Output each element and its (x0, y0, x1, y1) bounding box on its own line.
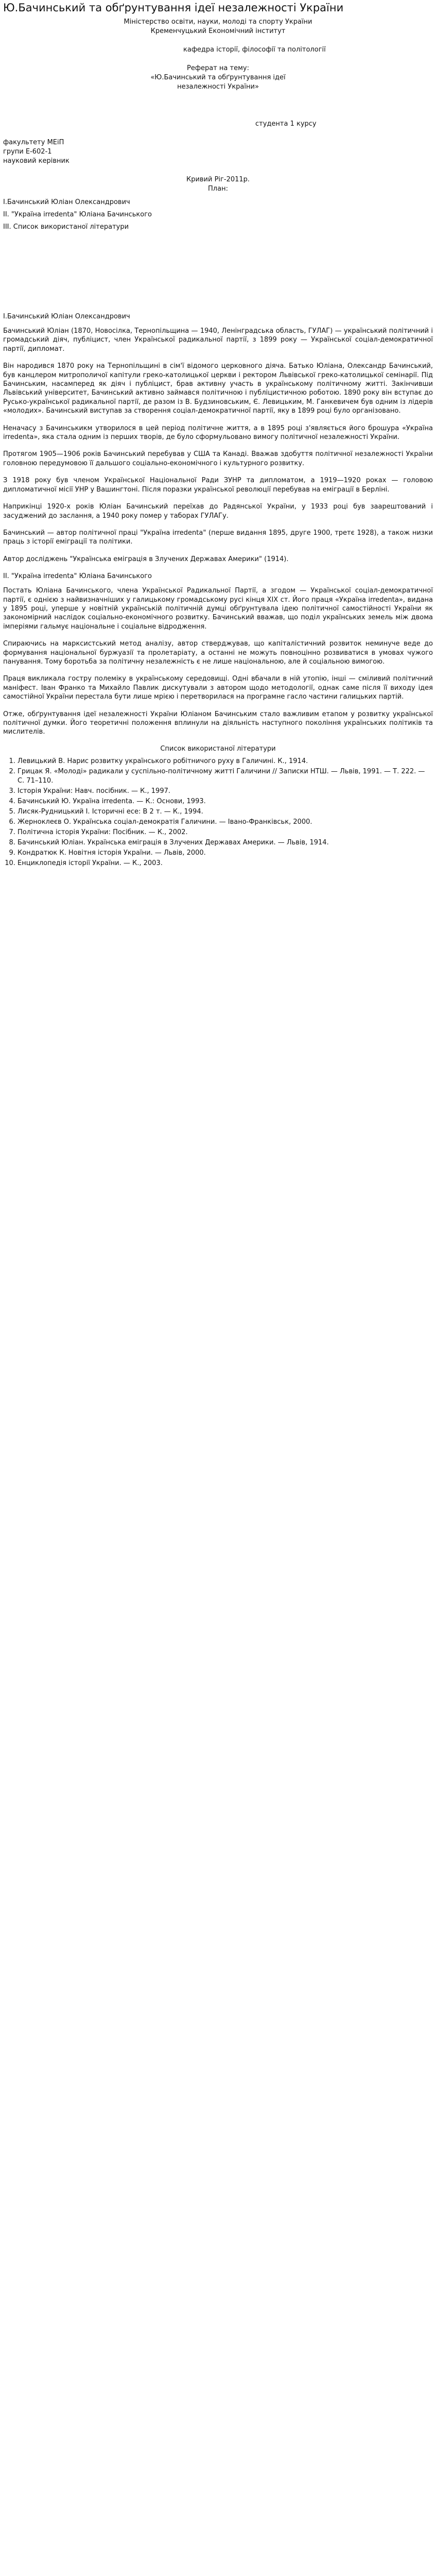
paragraph-4: Протягом 1905—1906 років Бачинський перебував у США та Канаді. Вважав здобуття політичної незалежності України головною передумовою її дальшого соціально-економічного і культурного розвитку. (3, 450, 433, 467)
bibliography-item: 10. Енциклопедія історії України. — К., 2003. (18, 859, 433, 868)
ministry-line: Міністерство освіти, науки, молоді та спорту України (124, 18, 312, 26)
plan-item-2: II. "Україна irredenta" Юліана Бачинського (3, 211, 152, 218)
bibliography-item: 4. Бачинський Ю. Україна irredenta. — К.: Основи, 1993. (18, 797, 433, 806)
bibliography-item: 3. Історія України: Навч. посібник. — К., 1997. (18, 787, 433, 796)
plan-item-3: III. Список використаної літератури (3, 223, 129, 231)
group-line: групи Е-602-1 (3, 148, 52, 156)
document-title: Ю.Бачинський та обґрунтування ідеї незалежності України (3, 2, 344, 14)
topic-line-2: незалежності України» (177, 83, 259, 91)
plan-item-1: I.Бачинський Юліан Олександрович (3, 198, 130, 206)
paragraph-1: Бачинський Юліан (1870, Новосілка, Тернопільщина — 1940, Ленінградська область, ГУЛАГ) — український політичний і громадський діяч, публіцист, член Української радикальної партії, з 1899 року — Української соціал-демократичної партії, дипломат. (3, 327, 433, 353)
bibliography-item: 7. Політична історія України: Посібник. — К., 2002. (18, 828, 433, 837)
paragraph-6: Наприкінці 1920-х років Юліан Бачинський переїхав до Радянської України, у 1933 році був заарештований і засуджений до заслання, а 1940 року помер у таборах ГУЛАГу. (3, 503, 433, 520)
bibliography-list (3, 757, 433, 868)
bibliography-item: 6. Жерноклеєв О. Українська соціал-демократія Галичини. — Івано-Франківськ, 2000. (18, 818, 433, 827)
section-1-title: I.Бачинський Юліан Олександрович (3, 313, 130, 320)
paragraph-10: Спираючись на марксистський метод аналізу, автор стверджував, що капіталістичний розвиток неминуче веде до формування національної буржуазії та пролетаріату, а останні не можуть повноцінно розвиватися в умовах чужого панування. Тому боротьба за політичну незалежність є не лише національною, але й соціальною вимогою. (3, 640, 433, 666)
paragraph-8: Автор досліджень "Українська еміграція в Злучених Державах Америки" (1914). (3, 555, 289, 563)
paragraph-3: Неначасу з Бачинськикм утворилося в цей період політичне життя, а в 1895 році з'являється його брошура «Україна irredenta», яка стала одним із перших творів, де було сформульовано вимогу політичної незалежності України. (3, 424, 433, 442)
paragraph-7: Бачинський — автор політичної праці "Україна irredenta" (перше видання 1895, друге 1900, третє 1928), а також низки праць з історії еміграції та політики. (3, 529, 433, 546)
topic-line-1: «Ю.Бачинський та обґрунтування ідеї (150, 74, 286, 81)
bibliography-title: Список використаної літератури (160, 744, 276, 753)
advisor-line: науковий керівник (3, 157, 69, 165)
paragraph-2: Він народився 1870 року на Тернопільщині в сім'ї відомого церковного діяча. Батько Юліана, Олександр Бачинський, був канцлером митрополичої капітули греко-католицької церкви і ректором Львівської греко-католицької семінарії. Під Бачинським, насамперед як діяч і публіцист, брав активну участь в українському політичному житті. Закінчивши Львівський університет, Бачинський активно займався політичною і публіцистичною роботою. 1890 року він вступає до Русько-української радикальної партії, де разом із В. Будзиновським, Є. Левицьким, М. Ганкевичем був одним із лідерів «молодих». Бачинський виступав за створення соціал-демократичної партії, яку в 1899 році було організовано. (3, 362, 433, 415)
student-line: студента 1 курсу (255, 120, 317, 128)
faculty-line: факультету МЕіП (3, 139, 64, 146)
paragraph-11: Праця викликала гостру полеміку в українському середовищі. Одні вбачали в ній утопію, інші — сміливий політичний маніфест. Іван Франко та Михайло Павлик дискутували з автором щодо методології, однак саме після її виходу ідея самостійної України перестала бути лише мрією і перетворилася на програмне гасло частини галицьких партій. (3, 675, 433, 701)
bibliography-item: 9. Кондратюк К. Новітня історія України. — Львів, 2000. (18, 849, 433, 858)
paragraph-9: Постать Юліана Бачинського, члена Української Радикальної Партії, а згодом — Української соціал-демократичної партії, є однією з найвизначніших у галицькому громадському русі кінця XIX ст. Його праця «Україна irredenta», видана у 1895 році, уперше у новітній українській політичній думці обґрунтувала ідею політичної самостійності України як закономірний наслідок соціально-економічного розвитку. Бачинський вважав, що поділ українських земель між двома імперіями гальмує національне і соціальне відродження. (3, 587, 433, 631)
department-line: кафедра історії, філософії та політології (183, 46, 326, 54)
institute-line: Кременчуцький Економічний інститут (150, 27, 286, 35)
bibliography-item: 1. Левицький В. Нарис розвитку українського робітничого руху в Галичині. К., 1914. (18, 757, 433, 766)
section-2-title: II. "Україна irredenta" Юліана Бачинського (3, 572, 152, 581)
plan-label: План: (208, 185, 228, 193)
city-year-line: Кривий Ріг-2011р. (186, 176, 250, 183)
bibliography-item: 2. Грицак Я. «Молоді» радикали у суспільно-політичному житті Галичини // Записки НТШ. — Львів, 1991. — Т. 222. — С. 71–110. (18, 767, 433, 786)
paragraph-12: Отже, обґрунтування ідеї незалежності України Юліаном Бачинським стало важливим етапом у розвитку української політичної думки. Його теоретичні положення вплинули на діяльність наступного покоління українських політиків та мислителів. (3, 710, 433, 736)
bibliography-item: 8. Бачинський Юліан. Українська еміграція в Злучених Державах Америки. — Львів, 1914. (18, 838, 433, 848)
paragraph-5: З 1918 року був членом Української Національної Ради ЗУНР та дипломатом, а 1919—1920 роках — головою дипломатичної місії УНР у Вашингтоні. Після поразки української революції перебував на еміграції в Берліні. (3, 477, 433, 494)
referat-label: Реферат на тему: (187, 64, 249, 72)
document-page (0, 1, 436, 2576)
bibliography-item: 5. Лисяк-Рудницький І. Історичні есе: В 2 т. — К., 1994. (18, 807, 433, 817)
